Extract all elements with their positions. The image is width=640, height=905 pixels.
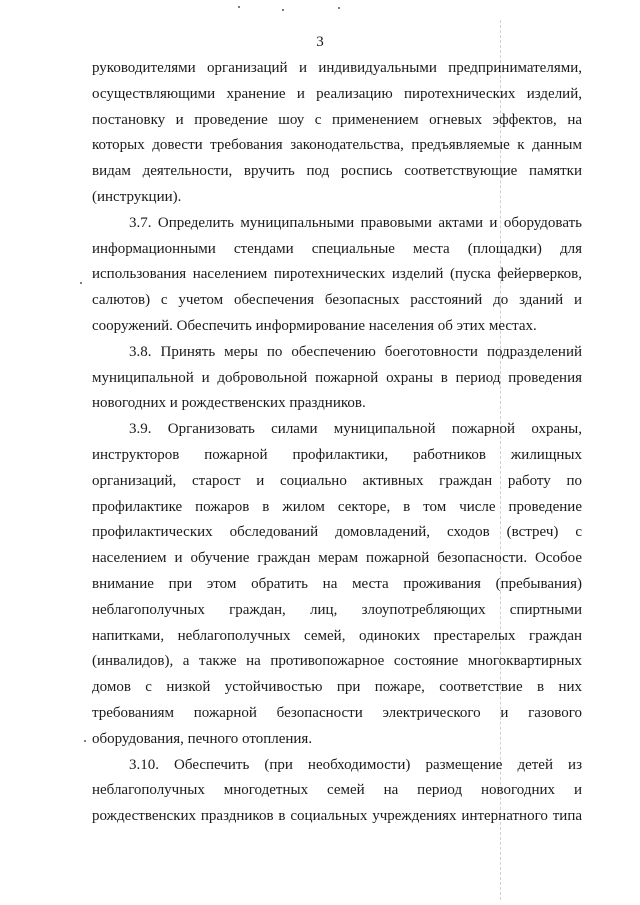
text-line: (инструкции).: [92, 188, 182, 205]
text-line: 3.9. Организовать силами муниципальной пожарной охраны,: [129, 421, 582, 438]
scan-speck: [282, 9, 284, 11]
text-line: новогодних и рождественских праздников.: [92, 395, 366, 412]
scan-speck: [238, 6, 240, 8]
text-line: видам деятельности, вручить под роспись соответствующие памятки: [92, 163, 582, 180]
scan-speck: [84, 740, 86, 742]
text-line: оборудования, печного отопления.: [92, 730, 313, 747]
text-line: использования населением пиротехнических изделий (пуска фейерверков,: [92, 266, 582, 283]
scan-speck: [338, 7, 340, 9]
text-line: которых довести требования законодательства, предъявляемые к данным: [92, 137, 582, 154]
text-line: руководителями организаций и индивидуальными предпринимателями,: [92, 60, 582, 76]
text-line: осуществляющими хранение и реализацию пиротехнических изделий,: [92, 85, 582, 102]
text-line: организаций, старост и социально активных граждан работу по: [92, 472, 582, 489]
text-line: профилактических обследований домовладений, сходов (встреч) с: [92, 524, 582, 541]
text-line: сооружений. Обеспечить информирование населения об этих местах.: [92, 317, 537, 334]
text-line: неблагополучных многодетных семей на период новогодних и: [92, 782, 582, 799]
text-line: 3.7. Определить муниципальными правовыми актами и оборудовать: [129, 214, 582, 231]
document-body: [92, 56, 582, 830]
text-line: (инвалидов), а также на противопожарное состояние многоквартирных: [92, 653, 582, 670]
text-line: требованиям пожарной безопасности электрического и газового: [92, 704, 582, 721]
text-line: информационными стендами специальные места (площадки) для: [92, 240, 582, 257]
text-line: салютов) с учетом обеспечения безопасных расстояний до зданий и: [92, 292, 582, 309]
text-line: рождественских праздников в социальных учреждениях интернатного типа: [92, 808, 582, 825]
text-line: инструкторов пожарной профилактики, работников жилищных: [92, 446, 582, 463]
text-line: 3.10. Обеспечить (при необходимости) размещение детей из: [129, 756, 582, 773]
page-number: 3: [316, 34, 324, 50]
text-line: напитками, неблагополучных семей, одиноких престарелых граждан: [92, 627, 582, 644]
text-line: населением и обучение граждан мерам пожарной безопасности. Особое: [92, 550, 582, 567]
text-line: муниципальной и добровольной пожарной охраны в период проведения: [92, 369, 582, 386]
text-line: неблагополучных граждан, лиц, злоупотребляющих спиртными: [92, 601, 582, 618]
text-line: постановку и проведение шоу с применением огневых эффектов, на: [92, 111, 582, 128]
text-line: профилактике пожаров в жилом секторе, в том числе проведение: [92, 498, 582, 515]
text-line: домов с низкой устойчивостью при пожаре, соответствие в них: [92, 679, 582, 696]
text-line: внимание при этом обратить на места проживания (пребывания): [92, 575, 582, 592]
text-line: 3.8. Принять меры по обеспечению боеготовности подразделений: [129, 343, 582, 360]
scan-speck: [80, 282, 82, 284]
